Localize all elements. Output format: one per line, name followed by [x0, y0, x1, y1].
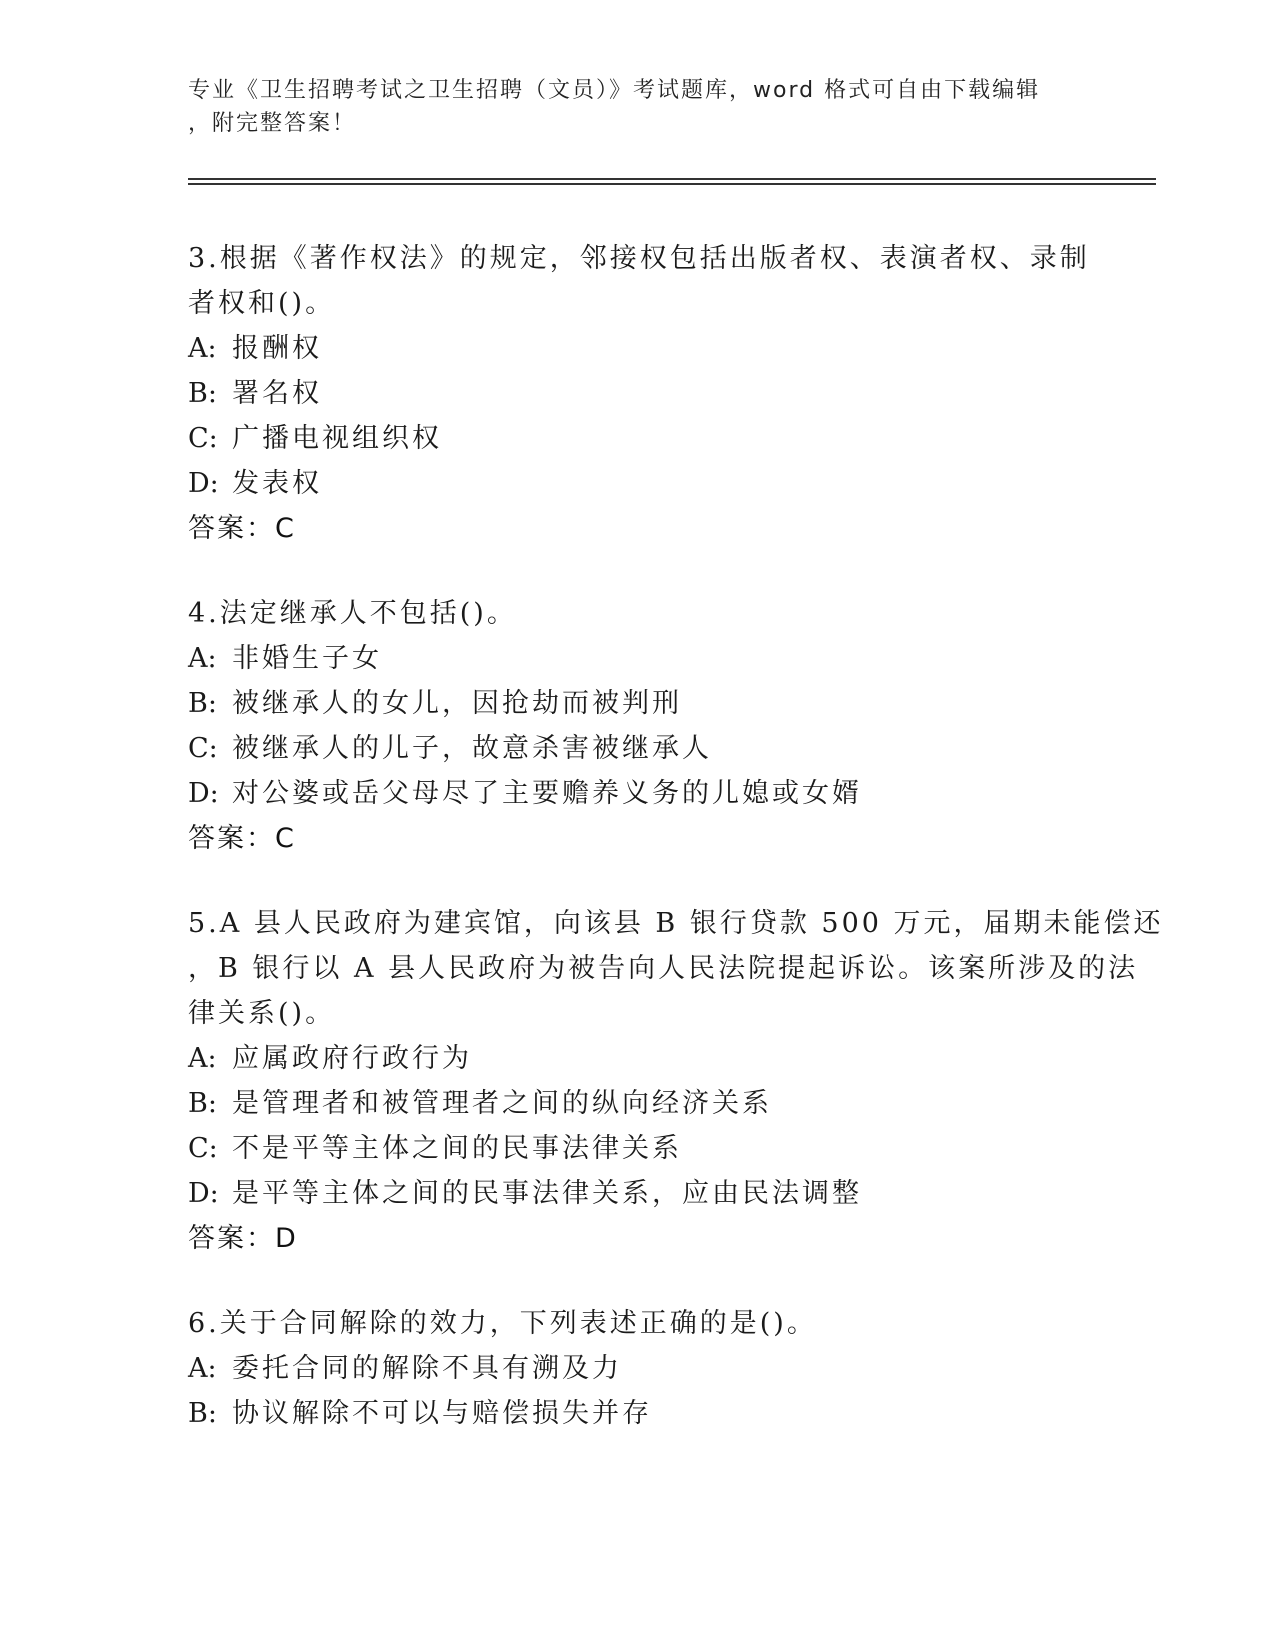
option-text: 是平等主体之间的民事法律关系，应由民法调整: [232, 1178, 862, 1209]
option-text: 被继承人的儿子，故意杀害被继承人: [232, 733, 712, 764]
option-key: A:: [188, 333, 217, 364]
answer: 答案：C: [188, 513, 296, 544]
option-key: C:: [188, 1133, 218, 1164]
question-list: [188, 236, 1164, 1476]
option-c: [188, 726, 1088, 771]
option-key: B:: [188, 688, 217, 719]
stem-line: 律关系()。: [188, 998, 336, 1029]
stem-line: 3.根据《著作权法》的规定，邻接权包括出版者权、表演者权、录制: [188, 243, 1090, 274]
stem-line: 4.法定继承人不包括()。: [188, 598, 517, 629]
option-c: [188, 1126, 1088, 1171]
option-key: B:: [188, 1088, 217, 1119]
option-key: A:: [188, 1043, 217, 1074]
option-key: C:: [188, 733, 218, 764]
option-key: D:: [188, 1178, 219, 1209]
stem-line: 5.A 县人民政府为建宾馆，向该县 B 银行贷款 500 万元，届期未能偿还: [188, 908, 1164, 939]
stem-line: 6.关于合同解除的效力，下列表述正确的是()。: [188, 1308, 817, 1339]
option-text: 应属政府行政行为: [232, 1043, 472, 1074]
option-key: A:: [188, 1353, 217, 1384]
option-a: [188, 1036, 1088, 1081]
option-b: [188, 1081, 1088, 1126]
answer: 答案：D: [188, 1223, 298, 1254]
question-stem: [188, 901, 1164, 1036]
header-divider-top: [188, 178, 1156, 180]
option-key: B:: [188, 378, 217, 409]
question-stem: [188, 591, 1088, 636]
option-key: A:: [188, 643, 217, 674]
option-b: [188, 371, 1088, 416]
option-key: D:: [188, 468, 219, 499]
stem-line: 者权和()。: [188, 288, 336, 319]
option-text: 协议解除不可以与赔偿损失并存: [232, 1398, 652, 1429]
question-6: [188, 1301, 1088, 1436]
option-text: 广播电视组织权: [232, 423, 442, 454]
option-text: 被继承人的女儿，因抢劫而被判刑: [232, 688, 682, 719]
question-3: [188, 236, 1088, 551]
option-a: [188, 636, 1088, 681]
question-5: [188, 901, 1164, 1261]
question-stem: [188, 1301, 1088, 1346]
option-key: D:: [188, 778, 219, 809]
option-a: [188, 1346, 1088, 1391]
option-c: [188, 416, 1088, 461]
header-line: ，附完整答案！: [188, 111, 357, 136]
option-b: [188, 1391, 1088, 1436]
document-header: [188, 74, 1088, 140]
header-divider-bottom: [188, 183, 1156, 185]
answer: 答案：C: [188, 823, 296, 854]
question-4: [188, 591, 1088, 861]
option-d: [188, 461, 1088, 506]
option-text: 发表权: [232, 468, 322, 499]
question-stem: [188, 236, 1088, 326]
option-text: 对公婆或岳父母尽了主要赡养义务的儿媳或女婿: [232, 778, 862, 809]
stem-line: ，B 银行以 A 县人民政府为被告向人民法院提起诉讼。该案所涉及的法: [188, 953, 1139, 984]
option-text: 署名权: [232, 378, 322, 409]
option-a: [188, 326, 1088, 371]
header-line: 专业《卫生招聘考试之卫生招聘（文员）》考试题库，word 格式可自由下载编辑: [188, 78, 1041, 103]
option-key: C:: [188, 423, 218, 454]
option-b: [188, 681, 1088, 726]
option-key: B:: [188, 1398, 217, 1429]
option-text: 非婚生子女: [232, 643, 382, 674]
option-text: 委托合同的解除不具有溯及力: [232, 1353, 622, 1384]
option-text: 报酬权: [232, 333, 322, 364]
option-text: 不是平等主体之间的民事法律关系: [232, 1133, 682, 1164]
option-d: [188, 771, 1088, 816]
option-text: 是管理者和被管理者之间的纵向经济关系: [232, 1088, 772, 1119]
option-d: [188, 1171, 1088, 1216]
